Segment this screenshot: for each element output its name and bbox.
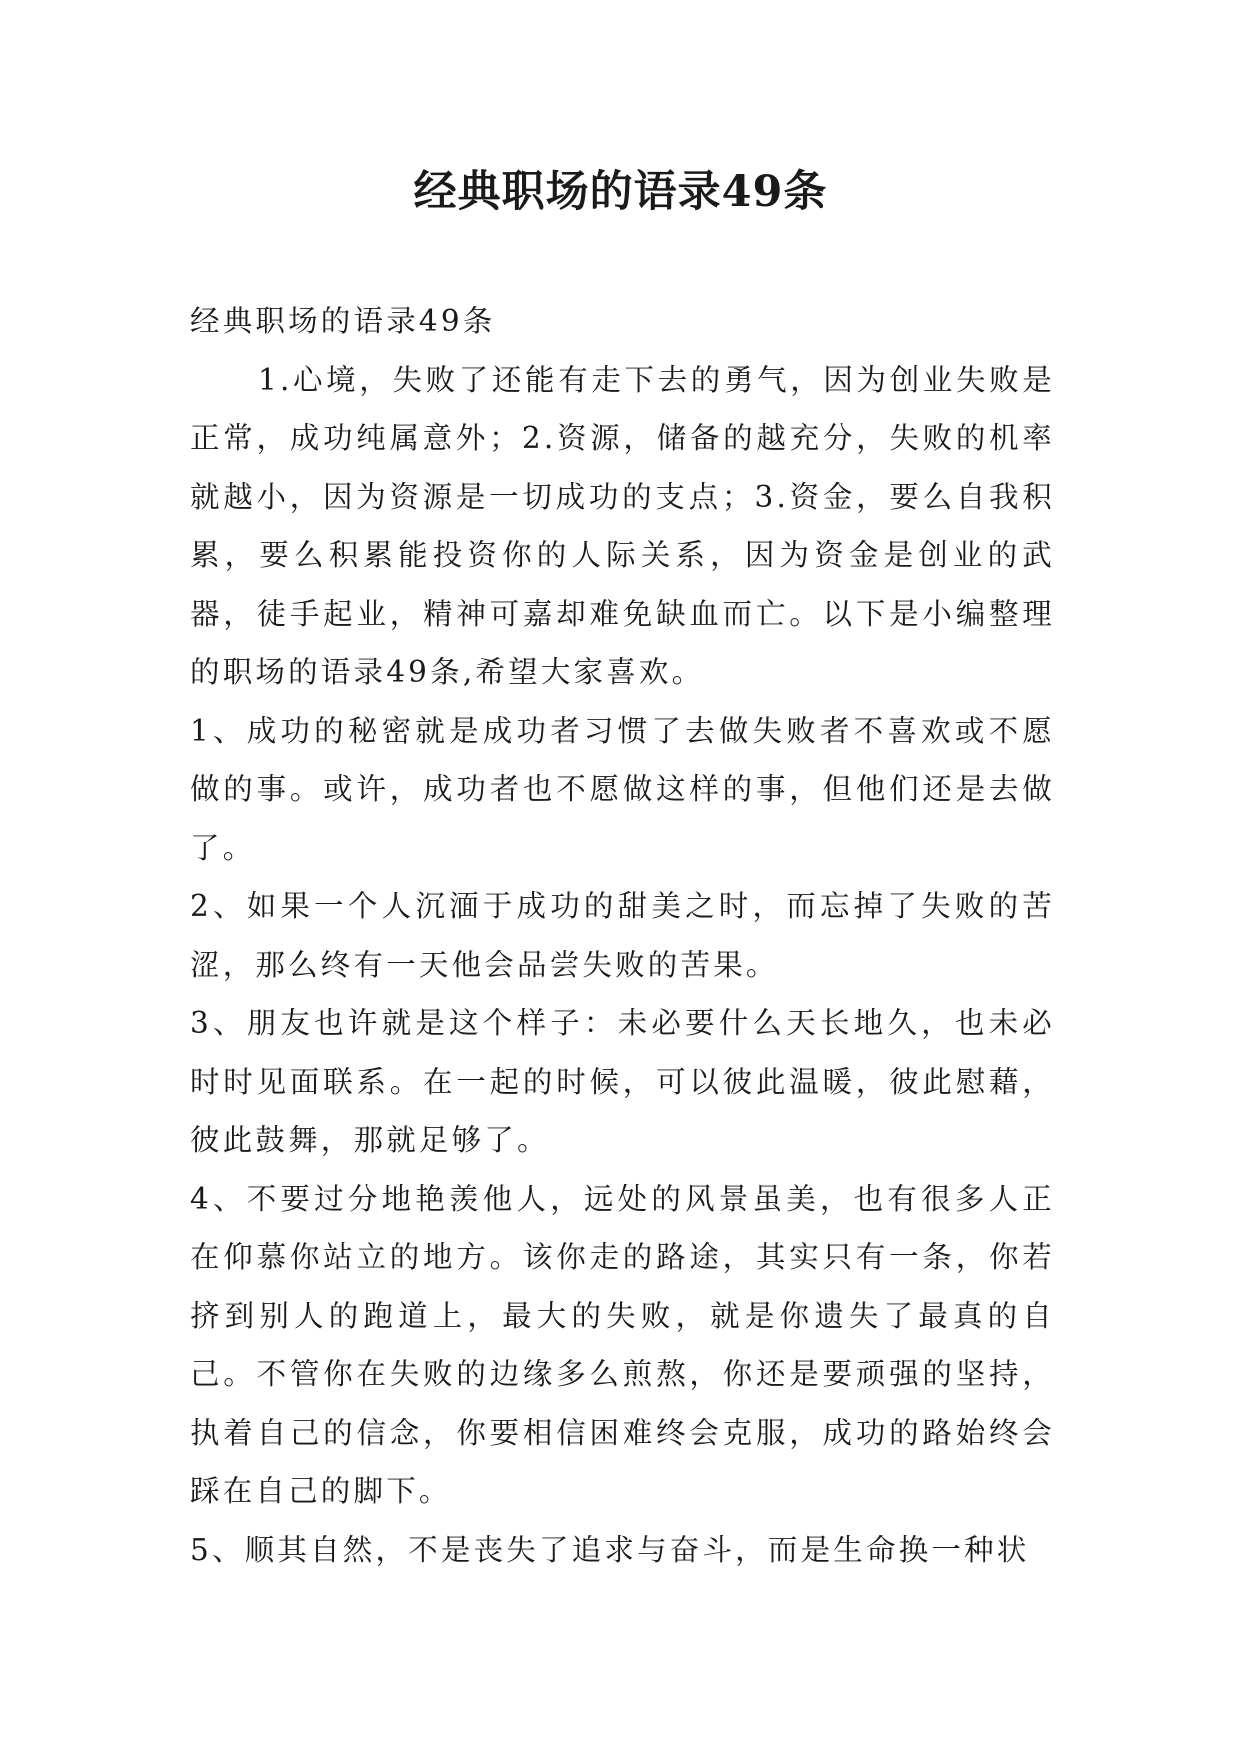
quote-item-4: 4、不要过分地艳羡他人，远处的风景虽美，也有很多人正在仰慕你站立的地方。该你走的路途，其实只有一条，你若挤到别人的跑道上，最大的失败，就是你遗失了最真的自己。不管你在失败的边缘多么煎熬，你还是要顽强的坚持，执着自己的信念，你要相信困难终会克服，成功的路始终会踩在自己的脚下。 [190, 1181, 1055, 1508]
quote-item-1: 1、成功的秘密就是成功者习惯了去做失败者不喜欢或不愿做的事。或许，成功者也不愿做这样的事，但他们还是去做了。 [190, 713, 1055, 865]
document-title: 经典职场的语录49条 [413, 167, 828, 217]
quote-item-5: 5、顺其自然，不是丧失了追求与奋斗，而是生命换一种状 [190, 1532, 1030, 1567]
intro-paragraph: 1.心境，失败了还能有走下去的勇气，因为创业失败是正常，成功纯属意外；2.资源，储备的越充分，失败的机率就越小，因为资源是一切成功的支点；3.资金，要么自我积累，要么积累能投资你的人际关系，因为资金是创业的武器，徒手起业，精神可嘉却难免缺血而亡。以下是小编整理的职场的语录49条,希望大家喜欢。 [190, 362, 1055, 689]
quote-item-2: 2、如果一个人沉湎于成功的甜美之时，而忘掉了失败的苦涩，那么终有一天他会品尝失败的苦果。 [190, 889, 1055, 982]
quote-item-3: 3、朋友也许就是这个样子：未必要什么天长地久，也未必时时见面联系。在一起的时候，可以彼此温暖，彼此慰藉，彼此鼓舞，那就足够了。 [190, 1006, 1055, 1157]
document-body [190, 292, 1055, 1579]
document-subtitle: 经典职场的语录49条 [190, 304, 496, 338]
